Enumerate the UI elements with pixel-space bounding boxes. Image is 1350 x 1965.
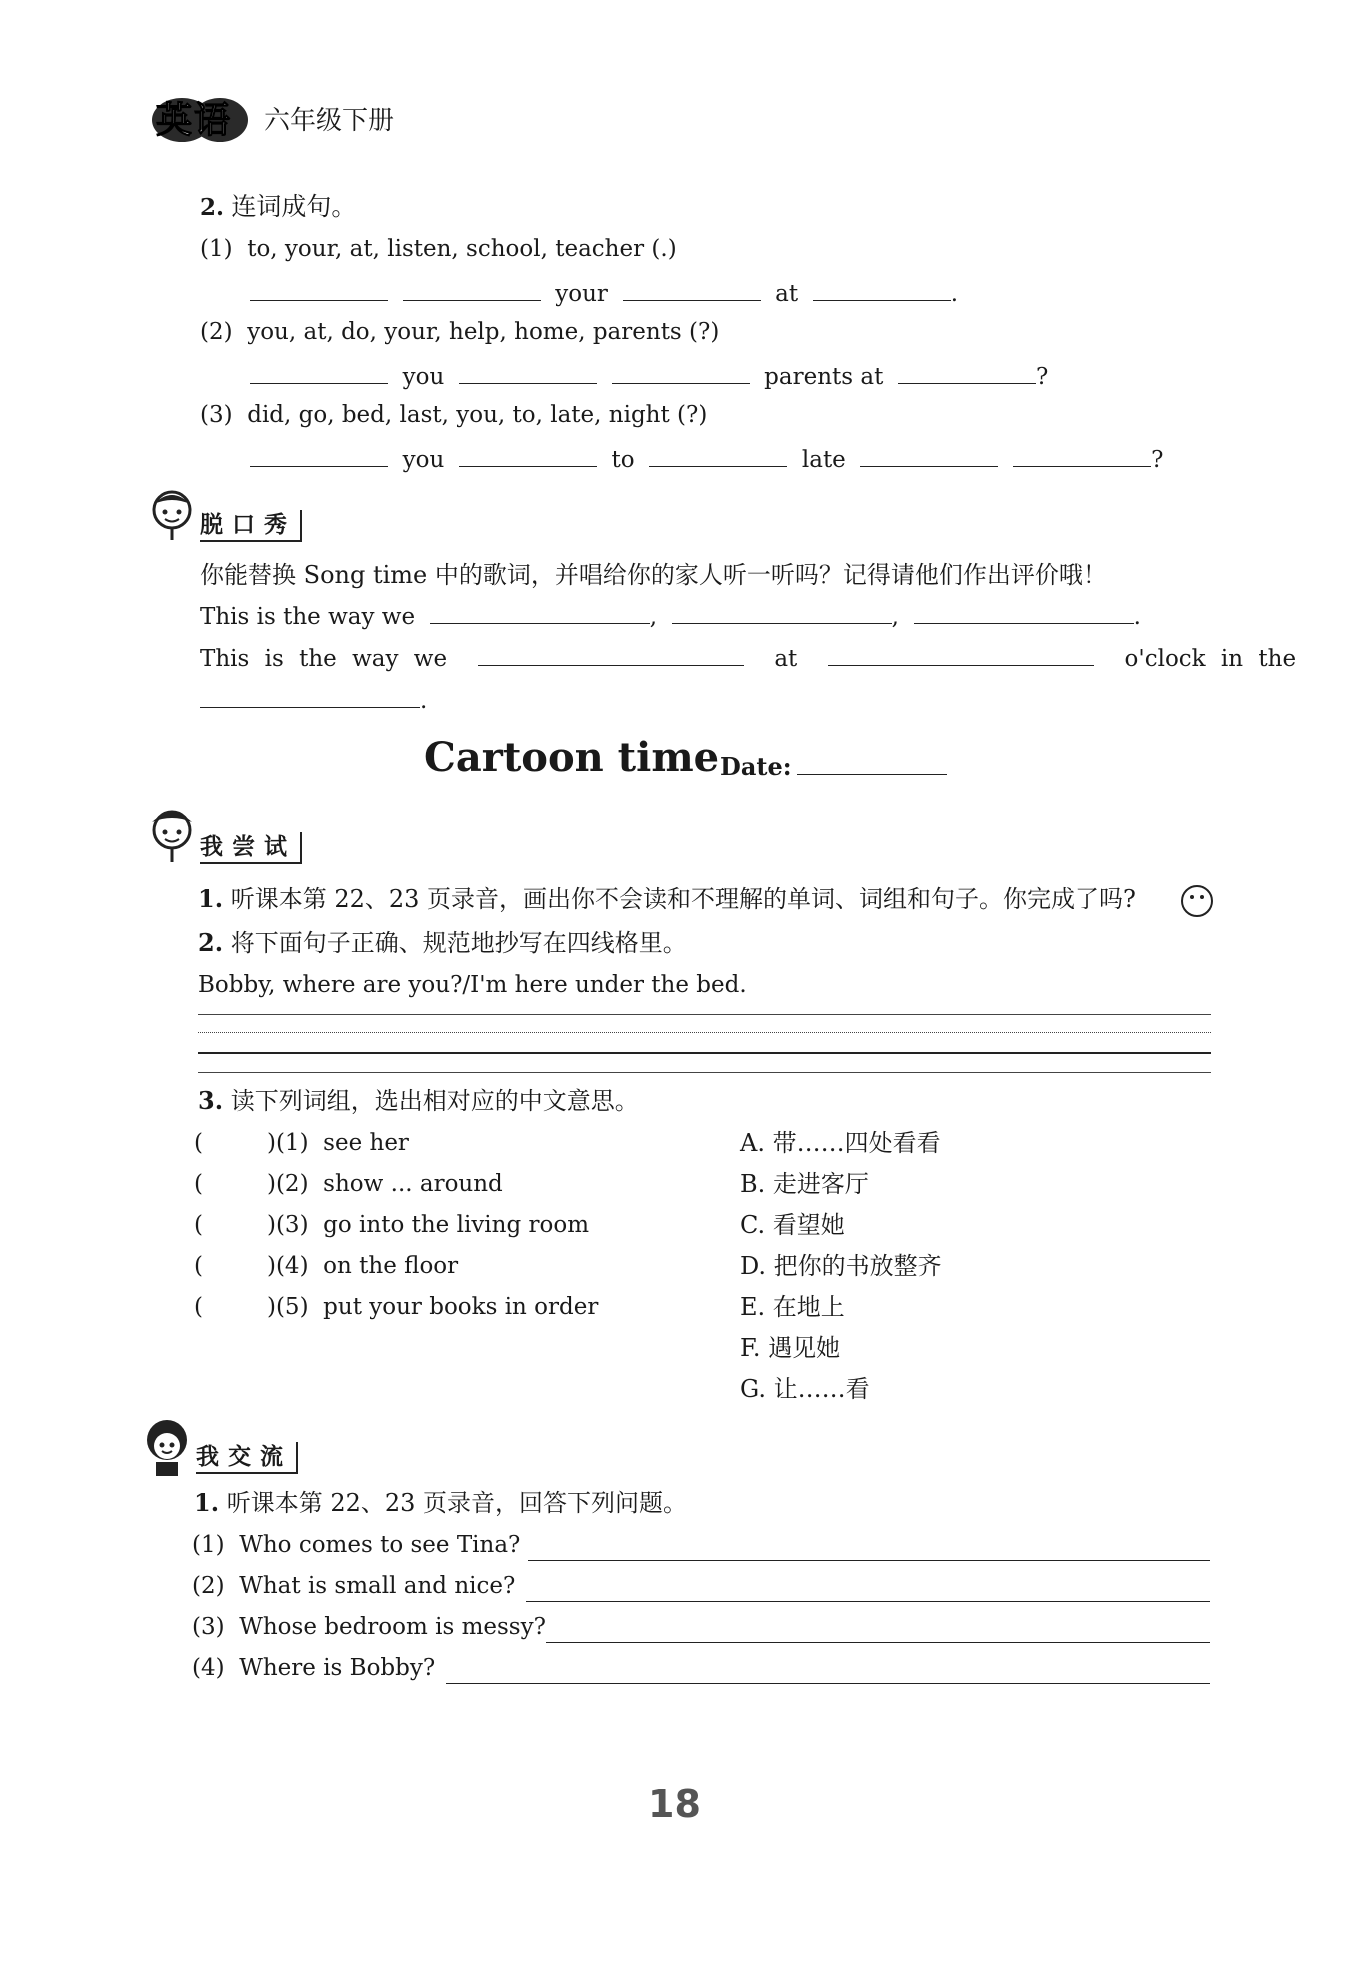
talk-show-line-2: This is the way we at o'clock in the	[200, 643, 1296, 674]
answer-blank[interactable]	[914, 601, 1134, 624]
answer-blank[interactable]	[828, 643, 1094, 666]
date-field	[720, 752, 947, 781]
phrase-row: ( )(4) on the floor	[194, 1253, 459, 1279]
cartoon-girl-icon	[146, 806, 198, 866]
q2-item-2-words: (2) you, at, do, your, help, home, parents (?)	[200, 319, 720, 345]
answer-blank[interactable]	[250, 361, 388, 384]
q2-item-3-words: (3) did, go, bed, last, you, to, late, night (?)	[200, 402, 708, 428]
phrase-row: ( )(3) go into the living room	[194, 1212, 590, 1238]
question-row: (1) Who comes to see Tina?	[192, 1532, 521, 1558]
grid-line	[198, 1052, 1211, 1054]
grid-line	[198, 1032, 1211, 1033]
date-label: Date:	[720, 752, 792, 781]
option-row: G. 让……看	[740, 1375, 870, 1403]
answer-blank[interactable]	[200, 685, 420, 708]
q2-item-2-answer: you parents at ?	[250, 361, 1048, 392]
exchange-item-1: 1. 听课本第 22、23 页录音，回答下列问题。	[194, 1488, 688, 1517]
option-row: E. 在地上	[740, 1293, 845, 1321]
option-row: A. 带……四处看看	[740, 1129, 941, 1157]
option-row: C. 看望她	[740, 1211, 845, 1239]
phrase-row: ( )(5) put your books in order	[194, 1294, 599, 1320]
answer-blank[interactable]	[612, 361, 750, 384]
answer-blank[interactable]	[860, 444, 998, 467]
answer-line[interactable]	[446, 1683, 1210, 1684]
option-row: D. 把你的书放整齐	[740, 1252, 942, 1280]
answer-blank[interactable]	[1013, 444, 1151, 467]
cartoon-time-title: Cartoon time	[424, 734, 720, 781]
question-row: (3) Whose bedroom is messy?	[192, 1614, 546, 1640]
cartoon-boy-icon	[138, 1416, 196, 1478]
answer-blank[interactable]	[403, 278, 541, 301]
try-item-2: 2. 将下面句子正确、规范地抄写在四线格里。	[198, 928, 687, 957]
answer-blank[interactable]	[430, 601, 650, 624]
q2-item-1-words: (1) to, your, at, listen, school, teacher (.)	[200, 236, 677, 262]
grid-line	[198, 1014, 1211, 1015]
answer-line[interactable]	[546, 1642, 1210, 1643]
date-blank[interactable]	[797, 752, 947, 775]
answer-line[interactable]	[528, 1560, 1210, 1561]
option-row: B. 走进客厅	[740, 1170, 869, 1198]
page-number: 18	[648, 1782, 701, 1826]
answer-blank[interactable]	[813, 278, 951, 301]
talk-show-label: 脱口秀	[200, 510, 302, 542]
try-item-3: 3. 读下列词组，选出相对应的中文意思。	[198, 1086, 639, 1115]
talk-show-line-1: This is the way we , , .	[200, 601, 1141, 632]
option-row: F. 遇见她	[740, 1334, 841, 1362]
answer-blank[interactable]	[250, 278, 388, 301]
q2-item-3-answer: you to late ?	[250, 444, 1163, 475]
grid-line	[198, 1072, 1211, 1073]
talk-show-line-3: .	[200, 685, 427, 716]
q2-item-1-answer: your at .	[250, 278, 958, 309]
header-grade: 六年级下册	[264, 106, 395, 136]
answer-blank[interactable]	[250, 444, 388, 467]
exchange-label: 我交流	[196, 1442, 298, 1474]
answer-blank[interactable]	[898, 361, 1036, 384]
answer-blank[interactable]	[649, 444, 787, 467]
question-row: (4) Where is Bobby?	[192, 1655, 436, 1681]
try-label: 我尝试	[200, 832, 302, 864]
answer-blank[interactable]	[459, 444, 597, 467]
copy-sentence: Bobby, where are you?/I'm here under the bed.	[198, 972, 747, 998]
answer-blank[interactable]	[623, 278, 761, 301]
answer-blank[interactable]	[478, 643, 744, 666]
page-header	[150, 88, 450, 148]
phrase-row: ( )(2) show ... around	[194, 1171, 503, 1197]
answer-line[interactable]	[526, 1601, 1210, 1602]
question-row: (2) What is small and nice?	[192, 1573, 516, 1599]
phrase-row: ( )(1) see her	[194, 1130, 409, 1156]
cartoon-girl-icon	[146, 486, 198, 542]
smiley-face-icon	[1180, 884, 1214, 918]
answer-blank[interactable]	[459, 361, 597, 384]
talk-show-prompt: 你能替换 Song time 中的歌词，并唱给你的家人听一听吗？记得请他们作出评价哦！	[200, 561, 1107, 589]
answer-blank[interactable]	[672, 601, 892, 624]
header-subject: 英语	[156, 100, 233, 141]
q2-title: 2. 连词成句。	[200, 192, 357, 221]
try-item-1: 1. 听课本第 22、23 页录音，画出你不会读和不理解的单词、词组和句子。你完成了吗?	[198, 884, 1136, 913]
